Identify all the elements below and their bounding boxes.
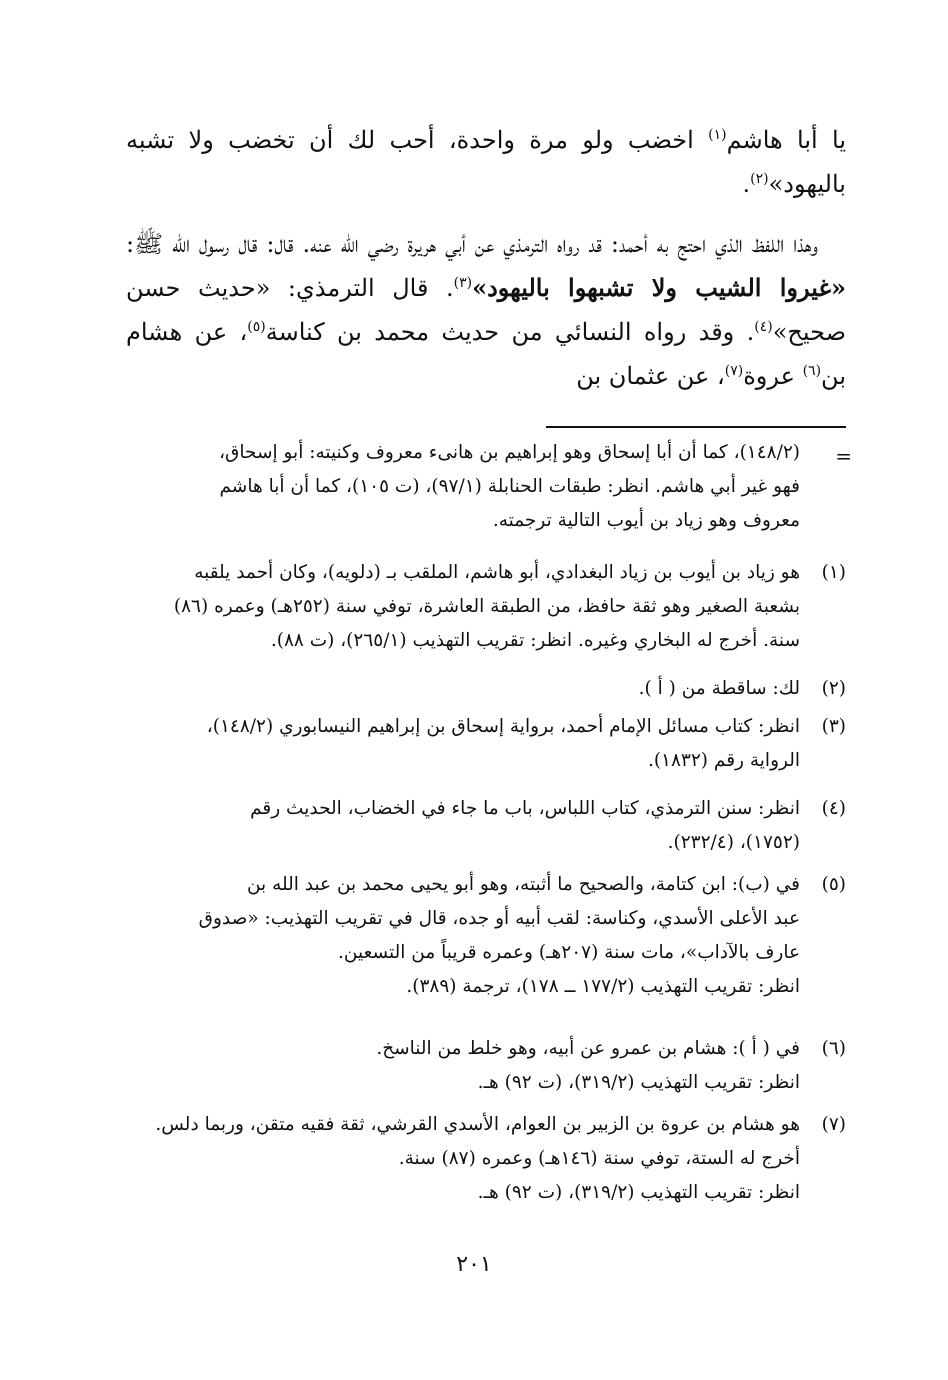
footnote-line: في ( أ ): هشام بن عمرو عن أبيه، وهو خلط من الناسخ. [376, 1038, 800, 1059]
footnote-7 [102, 1108, 846, 1210]
footnote-line: معروف وهو زياد بن أيوب التالية ترجمته. [492, 510, 800, 531]
footnote-line: هو هشام بن عروة بن الزبير بن العوام، الأسدي القرشي، ثقة فقيه متقن، وربما دلس. [155, 1114, 800, 1135]
text-run: وهذا اللفظ الذي احتج به أحمد: قد رواه الترمذي عن أبي هريرة رضي الله عنه. قال: قال رسول الله ﷺ: [126, 230, 818, 258]
footnote-body [102, 868, 846, 1004]
footnote-ref[interactable]: (٣) [453, 275, 473, 291]
footnote-line: انظر: كتاب مسائل الإمام أحمد، برواية إسحاق بن إبراهيم النيسابوري (١٤٨/٢)، [206, 716, 800, 737]
footnote-ref[interactable]: (٥) [247, 319, 266, 335]
footnote-body [102, 792, 846, 860]
footnote-continued [102, 436, 846, 538]
footnote-body [102, 556, 846, 658]
footnote-line: بشعبة الصغير وهو ثقة حافظ، من الطبقة العاشرة، توفي سنة (٢٥٢هـ) وعمره (٨٦) [173, 596, 800, 617]
text-run: . وقد رواه النسائي من حديث محمد بن كناسة [265, 318, 755, 346]
text-run: ، عن عثمان بن [576, 362, 725, 390]
footnote-2 [102, 672, 846, 706]
footnote-number: (٧) [821, 1114, 846, 1135]
footnote-body [102, 1032, 846, 1100]
footnote-4 [102, 792, 846, 860]
text-run: . قال الترمذي: «حديث حسن صحيح» [126, 274, 846, 346]
footnote-number: (٢) [821, 678, 846, 699]
footnote-5 [102, 868, 846, 1004]
main-paragraph-1 [126, 118, 846, 206]
footnote-line: (١٧٥٢)، (٢٣٢/٤). [667, 832, 800, 853]
footnote-body [102, 710, 846, 778]
footnote-line: في (ب): ابن كتامة، والصحيح ما أثبته، وهو أبو يحيى محمد بن عبد الله بن [246, 874, 800, 895]
text-run: . [742, 170, 751, 198]
footnote-ref[interactable]: (٧) [724, 363, 744, 379]
continuation-mark: = [835, 444, 852, 468]
footnote-number: (٣) [821, 716, 846, 737]
footnote-line: (١٤٨/٢)، كما أن أبا إسحاق وهو إبراهيم بن هانىء معروف وكنيته: أبو إسحاق، [219, 442, 800, 463]
footnote-line: أخرج له الستة، توفي سنة (١٤٦هـ) وعمره (٨٧) سنة. [398, 1148, 800, 1169]
footnote-line: الرواية رقم (١٨٣٢). [647, 750, 800, 771]
footnote-ref[interactable]: (١) [708, 127, 727, 143]
footnote-ref[interactable]: (٦) [802, 363, 822, 379]
footnote-line: انظر: سنن الترمذي، كتاب اللباس، باب ما جاء في الخضاب، الحديث رقم [250, 798, 800, 819]
footnote-reference-line: انظر: تقريب التهذيب (٣١٩/٢)، (ت ٩٢) هـ. [477, 1072, 800, 1093]
page-number: ٢٠١ [456, 1252, 492, 1277]
text-run: يا أبا هاشم [726, 126, 846, 154]
footnote-separator [546, 426, 846, 428]
footnote-1 [102, 556, 846, 658]
text-run: عروة [743, 362, 803, 390]
footnote-number: (٦) [821, 1038, 846, 1059]
main-paragraph-2 [126, 222, 846, 398]
footnote-ref[interactable]: (٢) [750, 171, 769, 187]
footnote-6 [102, 1032, 846, 1100]
text-run: اخضب ولو مرة واحدة، أحب لك أن تخضب ولا تشبه باليهود» [126, 126, 846, 198]
footnote-line: عارف بالآداب»، مات سنة (٢٠٧هـ) وعمره قريباً من التسعين. [338, 942, 800, 963]
footnote-line: هو زياد بن أيوب بن زياد البغدادي، أبو هاشم، الملقب بـ (دلويه)، وكان أحمد يلقبه [194, 562, 800, 583]
footnote-reference-line: انظر: تقريب التهذيب (٣١٩/٢)، (ت ٩٢) هـ. [477, 1182, 800, 1203]
footnote-body [102, 1108, 846, 1210]
footnote-continuation [102, 436, 846, 538]
footnote-number: (٤) [821, 798, 846, 819]
footnote-number: (١) [821, 562, 846, 583]
footnote-reference-line: انظر: تقريب التهذيب (١٧٧/٢ ــ ١٧٨)، ترجمة (٣٨٩). [406, 976, 800, 997]
footnote-line: سنة. أخرج له البخاري وغيره. انظر: تقريب التهذيب (٢٦٥/١)، (ت ٨٨). [270, 630, 800, 651]
footnote-line: لك: ساقطة من ( أ ). [638, 678, 800, 699]
footnote-ref[interactable]: (٤) [754, 319, 773, 335]
text-run: ، عن هشام بن [126, 318, 846, 390]
footnote-number: (٥) [821, 874, 846, 895]
hadith-quote: «غيروا الشيب ولا تشبهوا باليهود» [472, 273, 846, 302]
footnote-body [102, 672, 846, 706]
footnote-line: عبد الأعلى الأسدي، وكناسة: لقب أبيه أو جده، قال في تقريب التهذيب: «صدوق [198, 908, 800, 929]
footnote-line: فهو غير أبي هاشم. انظر: طبقات الحنابلة (٩٧/١)، (ت ١٠٥)، كما أن أبا هاشم [219, 476, 800, 497]
footnote-3 [102, 710, 846, 778]
